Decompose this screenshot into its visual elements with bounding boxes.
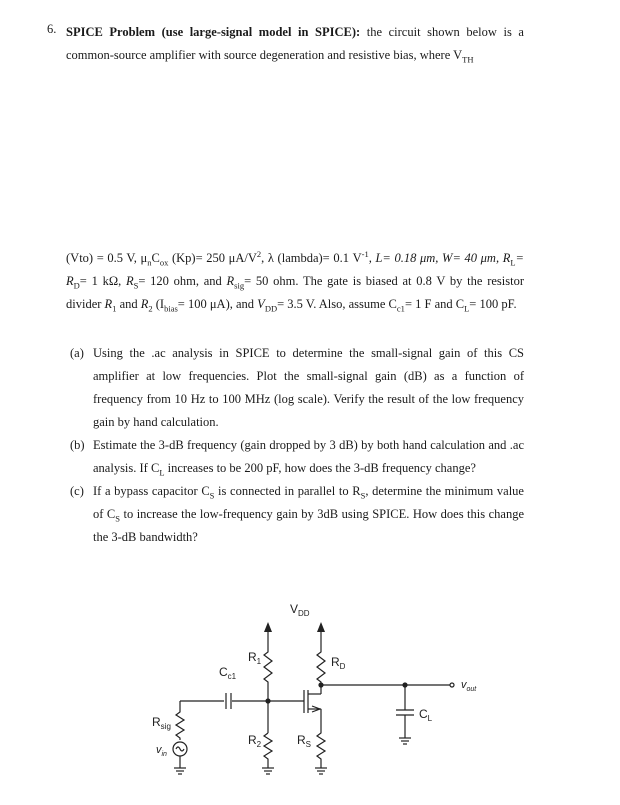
vdd-arrow-drain	[317, 622, 325, 650]
param-rsig-value: = 50 ohm. The gate is biased at 0.8 V by the	[244, 274, 483, 288]
param-cc-sub: c1	[396, 303, 405, 314]
ground-rs	[315, 768, 327, 774]
rsig-label: $R_{sig}$	[152, 715, 171, 731]
param-and: and	[116, 297, 141, 311]
cc1-label: $C_{c1}$	[219, 665, 237, 681]
param-lambda: , λ (lambda)= 0.1 V	[261, 251, 362, 265]
param-lambda-sup: -1	[361, 248, 369, 259]
r1-label: $R_1$	[248, 650, 262, 666]
param-cl: C	[455, 297, 465, 311]
vin-label: $v_{in}$	[156, 744, 167, 758]
part-c-text-mid2: , determine the minimum value of C	[93, 484, 524, 521]
param-kp-sup: 2	[256, 248, 262, 259]
rd-label: $R_D$	[331, 655, 346, 671]
capacitor-cl	[396, 685, 414, 744]
param-vto: (Vto) = 0.5 V, μ	[66, 251, 148, 265]
param-rd-value: = 1 kΩ,	[79, 274, 126, 288]
rs-label: $R_S$	[297, 733, 312, 749]
param-rs: R	[125, 274, 134, 288]
param-cl-value: = 100 pF.	[469, 297, 517, 311]
param-r2: R	[140, 297, 149, 311]
vdd-arrow-r1	[264, 622, 272, 650]
param-r1-sub: 1	[112, 303, 117, 314]
param-cox: C	[151, 251, 160, 265]
ground-r2	[262, 768, 274, 774]
param-rl-sub: L	[510, 257, 516, 268]
param-cl-sub: L	[464, 303, 470, 314]
part-b-cl-sub: L	[159, 467, 165, 478]
vin-source	[173, 742, 187, 774]
part-c-cs2-sub: S	[115, 513, 120, 524]
param-rl: R	[502, 251, 511, 265]
param-kp: (Kp)= 250 μA/V	[168, 251, 257, 265]
param-r1: R	[104, 297, 113, 311]
param-rs-value: = 120 ohm, and	[138, 274, 227, 288]
param-cox-sub: ox	[159, 257, 169, 268]
r2-label: $R_2$	[248, 733, 262, 749]
nmos-transistor	[304, 685, 321, 720]
part-a-label: (a)	[70, 346, 84, 360]
cl-label: $C_L$	[419, 707, 433, 723]
part-c-cs-sub: S	[209, 490, 215, 501]
part-c-text-post: to increase the low-frequency gain by 3dB using SPICE. How does this change the 3-dB bandwidth?	[93, 507, 524, 544]
param-vdd: V	[257, 297, 265, 311]
param-vdd-sub: DD	[264, 303, 278, 314]
part-b-text-post: increases to be 200 pF, how does the 3-dB frequency change?	[164, 461, 476, 475]
resistor-rs	[317, 720, 325, 768]
param-w: W= 40 μm,	[442, 251, 500, 265]
param-l: , L= 0.18 μm,	[368, 251, 443, 265]
param-ibias-value: = 100 μA), and	[177, 297, 258, 311]
part-b-text-pre: Estimate the 3-dB frequency (gain dropped by 3 dB) by both hand calculation and .ac analysis. If C	[93, 438, 524, 475]
param-mun-sub: n	[147, 257, 152, 268]
part-a-text: Using the .ac analysis in SPICE to determine the small-signal gain of this CS amplifier at low frequencies. Plot the small-signal gain (dB) as a function of frequency from 10 Hz to 100 MHz (log scale). Verify the result of the low frequency gain by hand calculation.	[93, 346, 524, 429]
resistor-r1	[264, 650, 272, 690]
part-c-label: (c)	[70, 484, 84, 498]
param-vdd-value: = 3.5 V. Also, assume C	[277, 297, 397, 311]
vout-label: $v_{out}$	[461, 679, 477, 693]
problem-number: 6.	[47, 22, 57, 36]
cl-node	[403, 683, 407, 687]
param-cc-value: = 1 F and	[404, 297, 453, 311]
part-c-text-pre: If a bypass capacitor C	[93, 484, 210, 498]
param-rs-sub: S	[133, 280, 139, 291]
param-rd-sub: D	[73, 280, 80, 291]
vth-subscript: TH	[462, 54, 474, 65]
part-c-rs-sub: S	[360, 490, 366, 501]
intro-text: the circuit shown below is a common-source amplifier with source degeneration and resistive bias, where V	[66, 25, 524, 62]
gate-node	[266, 699, 270, 703]
param-rsig-sub: sig	[234, 280, 245, 291]
vout-terminal	[450, 683, 454, 687]
resistor-rsig	[176, 701, 184, 740]
param-ibias: (I	[152, 297, 165, 311]
param-r2-sub: 2	[148, 303, 153, 314]
problem-title: SPICE Problem (use large-signal model in SPICE):	[66, 25, 361, 39]
resistor-rd	[317, 650, 325, 685]
capacitor-cc1	[180, 693, 231, 709]
part-c-text-mid: is connected in parallel to R	[214, 484, 361, 498]
param-rsig: R	[226, 274, 235, 288]
vdd-label: $V_{DD}$	[290, 602, 310, 618]
param-divider: resistor divider	[66, 274, 525, 311]
param-ibias-sub: bias	[164, 303, 178, 314]
param-rd: = R	[66, 251, 524, 288]
part-b-label: (b)	[70, 438, 85, 452]
resistor-r2	[264, 733, 272, 768]
